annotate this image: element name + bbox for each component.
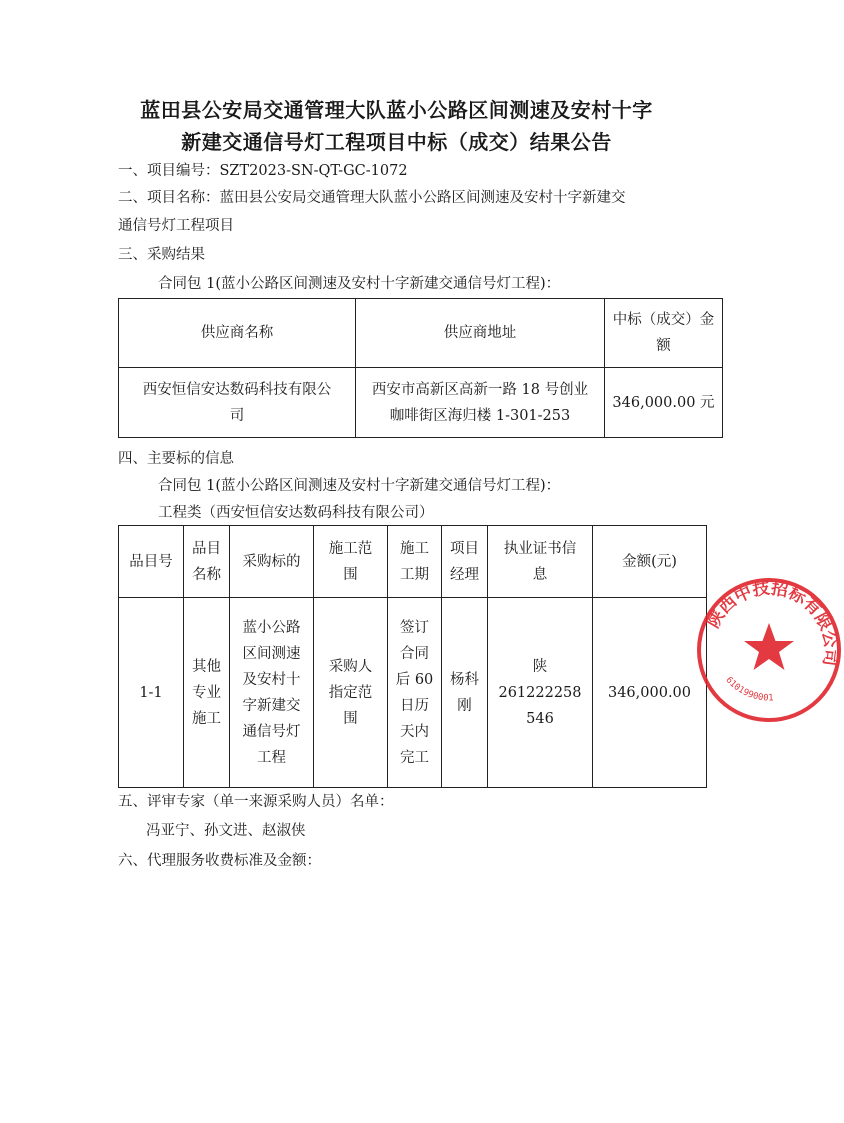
item-name: 其他 专业 施工 xyxy=(184,598,230,788)
procurement-subject: 蓝小公路 区间测速 及安村十 字新建交 通信号灯 工程 xyxy=(230,598,314,788)
result-table-row xyxy=(119,368,723,438)
seal-text: 陕西中技招标有限公司 xyxy=(703,578,841,668)
header-procurement-subject: 采购标的 xyxy=(230,526,314,598)
project-manager: 杨科 刚 xyxy=(442,598,488,788)
company-seal xyxy=(694,575,844,725)
header-bid-amount: 中标（成交）金 额 xyxy=(605,299,723,368)
header-item-name: 品目 名称 xyxy=(184,526,230,598)
supplier-name: 西安恒信安达数码科技有限公 司 xyxy=(119,368,356,438)
project-number: 一、项目编号：SZT2023-SN-QT-GC-1072 xyxy=(118,163,408,179)
project-name-line-1: 二、项目名称：蓝田县公安局交通管理大队蓝小公路区间测速及安村十字新建交 xyxy=(118,190,626,206)
header-construction-period: 施工 工期 xyxy=(388,526,442,598)
header-construction-scope: 施工范 围 xyxy=(314,526,388,598)
header-amount: 金额(元) xyxy=(593,526,707,598)
result-package-label: 合同包 1(蓝小公路区间测速及安村十字新建交通信号灯工程)： xyxy=(158,276,561,292)
item-number: 1-1 xyxy=(119,598,184,788)
supplier-address: 西安市高新区高新一路 18 号创业 咖啡街区海归楼 1-301-253 xyxy=(356,368,605,438)
subject-table xyxy=(118,525,707,788)
license-info: 陕 261222258 546 xyxy=(488,598,593,788)
construction-scope: 采购人 指定范 围 xyxy=(314,598,388,788)
section-procurement-result: 三、采购结果 xyxy=(118,247,205,263)
section-agency-fee: 六、代理服务收费标准及金额： xyxy=(118,853,321,869)
subject-table-row xyxy=(119,598,707,788)
contract-amount: 346,000.00 xyxy=(593,598,707,788)
subject-package-label: 合同包 1(蓝小公路区间测速及安村十字新建交通信号灯工程)： xyxy=(158,478,561,494)
title-line-2: 新建交通信号灯工程项目中标（成交）结果公告 xyxy=(181,130,612,154)
result-table-header xyxy=(119,299,723,368)
seal-code: 6101990001 xyxy=(723,675,774,704)
header-item-number: 品目号 xyxy=(119,526,184,598)
seal-star-icon xyxy=(744,623,794,670)
subject-table-header xyxy=(119,526,707,598)
section-subject-info: 四、主要标的信息 xyxy=(118,451,234,467)
review-expert-names: 冯亚宁、孙文进、赵淑侠 xyxy=(146,823,306,839)
result-table xyxy=(118,298,723,438)
section-review-experts: 五、评审专家（单一来源采购人员）名单： xyxy=(118,794,394,810)
header-license-info: 执业证书信 息 xyxy=(488,526,593,598)
header-supplier-address: 供应商地址 xyxy=(356,299,605,368)
construction-period: 签订 合同 后 60 日历 天内 完工 xyxy=(388,598,442,788)
project-name-line-2: 通信号灯工程项目 xyxy=(118,218,234,234)
title-line-1: 蓝田县公安局交通管理大队蓝小公路区间测速及安村十字 xyxy=(140,98,653,122)
seal-ring xyxy=(699,580,839,720)
header-supplier-name: 供应商名称 xyxy=(119,299,356,368)
bid-amount: 346,000.00 元 xyxy=(605,368,723,438)
header-project-manager: 项目 经理 xyxy=(442,526,488,598)
subject-category-label: 工程类（西安恒信安达数码科技有限公司） xyxy=(158,505,434,521)
